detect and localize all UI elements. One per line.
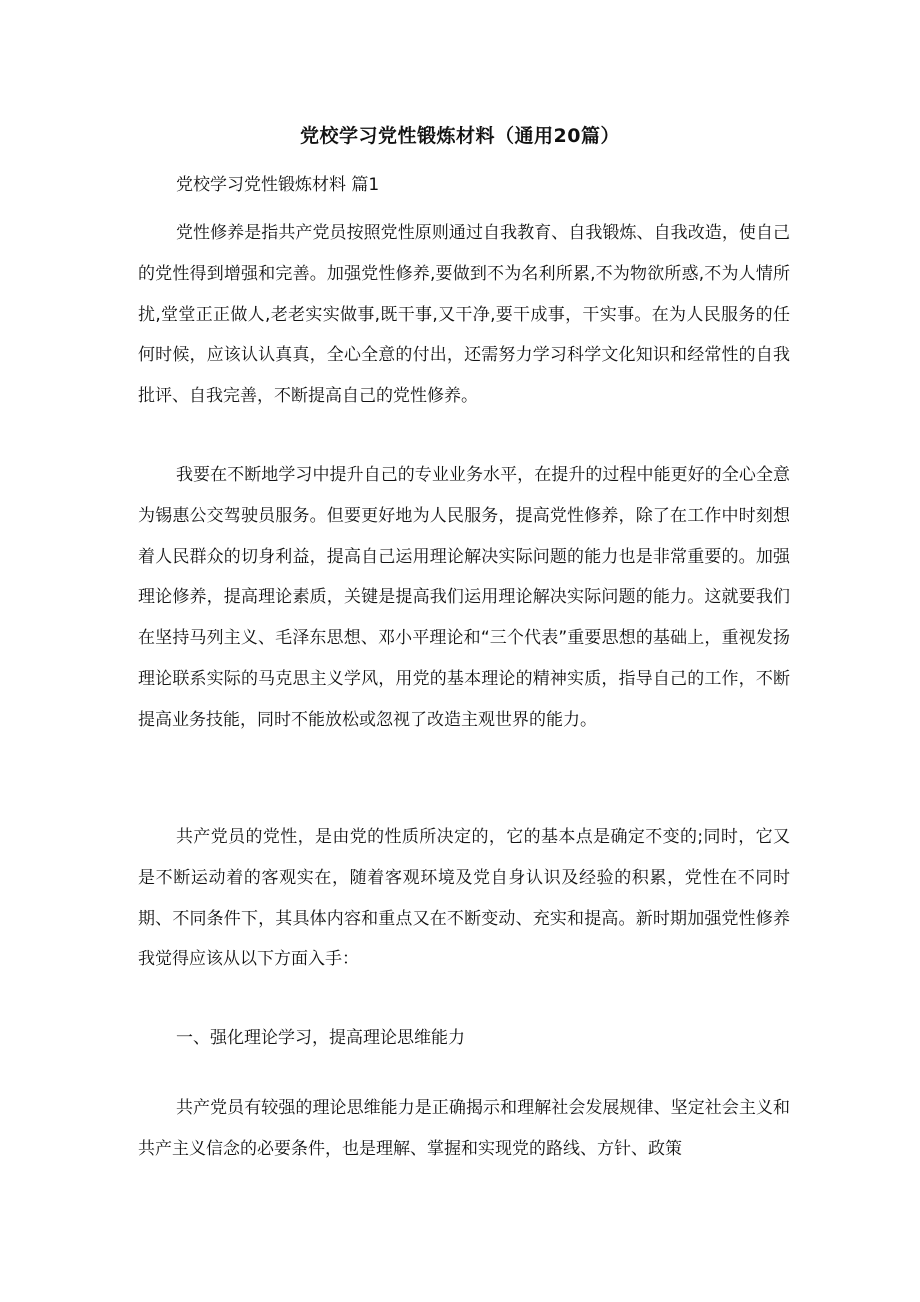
section-heading: 党校学习党性锻炼材料 篇1 [176,175,380,195]
document-title: 党校学习党性锻炼材料（通用20篇） [300,125,620,147]
paragraph: 党性修养是指共产党员按照党性原则通过自我教育、自我锻炼、自我改造，使自己的党性得到增强和完善。加强党性修养,要做到不为名利所累,不为物欲所惑,不为人情所扰,堂堂正正做人,老老实实做事,既干事,又干净,要干成事，干实事。在为人民服务的任何时候，应该认认真真，全心全意的付出，还需努力学习科学文化知识和经常性的自我批评、自我完善，不断提高自己的党性修养。 [138,223,790,407]
paragraph: 共产党员有较强的理论思维能力是正确揭示和理解社会发展规律、坚定社会主义和共产主义信念的必要条件，也是理解、掌握和实现党的路线、方针、政策 [138,1098,790,1159]
paragraph: 共产党员的党性，是由党的性质所决定的，它的基本点是确定不变的;同时，它又是不断运动着的客观实在，随着客观环境及党自身认识及经验的积累，党性在不同时期、不同条件下，其具体内容和重点又在不断变动、充实和提高。新时期加强党性修养我觉得应该从以下方面入手： [138,827,790,970]
paragraph: 我要在不断地学习中提升自己的专业业务水平，在提升的过程中能更好的全心全意为锡惠公交驾驶员服务。但要更好地为人民服务，提高党性修养，除了在工作中时刻想着人民群众的切身利益，提高自己运用理论解决实际问题的能力也是非常重要的。加强理论修养，提高理论素质，关键是提高我们运用理论解决实际问题的能力。这就要我们在坚持马列主义、毛泽东思想、邓小平理论和“三个代表”重要思想的基础上，重视发扬理论联系实际的马克思主义学风，用党的基本理论的精神实质，指导自己的工作，不断提高业务技能，同时不能放松或忽视了改造主观世界的能力。 [138,465,790,730]
subsection-heading: 一、强化理论学习，提高理论思维能力 [176,1028,465,1048]
